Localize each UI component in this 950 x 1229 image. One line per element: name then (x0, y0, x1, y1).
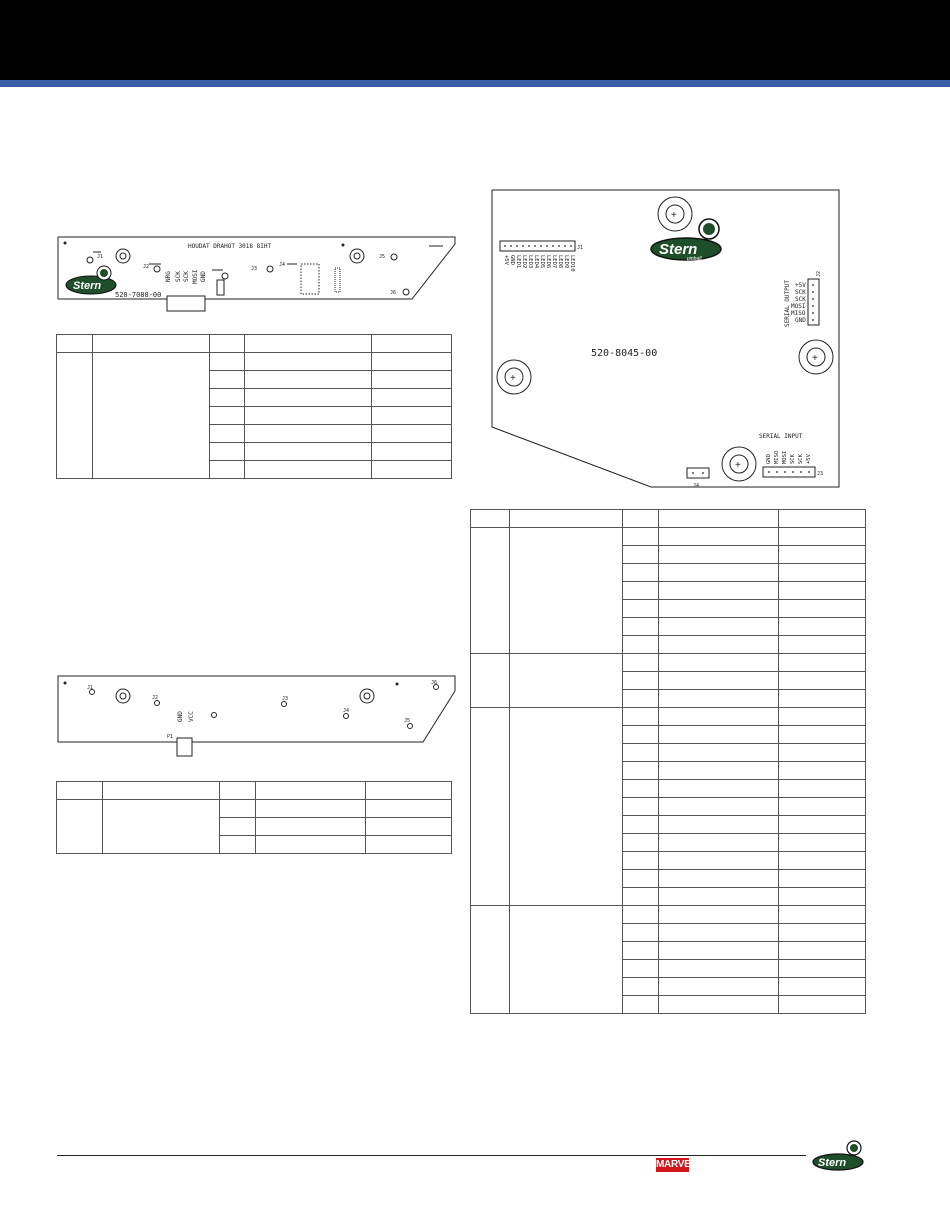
silk-label-j4: J4 (343, 708, 350, 714)
svg-text:+: + (671, 210, 677, 221)
header-stripe (0, 80, 950, 87)
input-pin-label: SCK (790, 454, 796, 464)
svg-text:+: + (812, 353, 818, 364)
silk-label-j1: J1 (87, 685, 94, 691)
table-row (471, 906, 866, 924)
lamp-pin-label: LED1 (515, 255, 521, 269)
silk-title: HOUDAT DRAHOT 3018 8IHT (188, 243, 272, 250)
input-pin-label: MOSI (782, 450, 788, 464)
connector-id-j3: J3 (817, 471, 824, 477)
footer-rule (57, 1155, 806, 1156)
silk-label-j4: J4 (279, 262, 286, 268)
stern-logo-footer (812, 1140, 868, 1179)
lamp-pin-label: LED9 (563, 255, 569, 269)
silk-label-nrg: NRG (165, 271, 172, 282)
silk-label-gnd: GND (177, 711, 184, 722)
table-row (57, 353, 452, 371)
pcb-drawing-right (491, 189, 842, 491)
silk-part-number: 520-7088-00 (115, 291, 162, 299)
lamp-pin-label: LED7 (551, 255, 557, 269)
silk-label-j6: J6 (390, 290, 397, 296)
silk-label-vcc: VCC (188, 711, 195, 722)
lamp-pin-label: GND (509, 255, 515, 265)
table-header-row (57, 782, 452, 800)
output-pin-label: MISO (791, 310, 806, 317)
input-pin-label: MISO (774, 450, 780, 464)
silk-label-j2: J2 (143, 264, 150, 270)
output-pin-label: +5V (795, 282, 806, 289)
lamp-pin-label: LED10 (569, 255, 575, 272)
silk-part-number: 520-8045-00 (591, 348, 658, 359)
pcb-drawing-top-left (57, 236, 457, 312)
silk-label-j5: J5 (379, 254, 386, 260)
table-row (471, 528, 866, 546)
lamp-pin-label: LED2 (521, 255, 527, 269)
lamp-pin-label: LED8 (557, 255, 563, 269)
svg-text:+: + (735, 460, 741, 471)
silk-label-p1: P1 (167, 734, 174, 740)
table-row (471, 708, 866, 726)
connector-id-j4: J4 (693, 483, 700, 489)
silk-label-gnd: GND (200, 271, 207, 282)
silk-label-j2: J2 (152, 695, 159, 701)
serial-output-label: SERIAL OUTPUT (784, 280, 791, 327)
table-header-row (471, 510, 866, 528)
table-row (471, 654, 866, 672)
lamp-pin-label: LED3 (527, 255, 533, 269)
lamp-pin-label: +5V (503, 255, 509, 265)
silk-label-sck-a: SCK (175, 271, 182, 282)
pcb-drawing-bottom-left (57, 675, 457, 760)
silk-label-j5: J5 (404, 718, 411, 724)
connector-table-3 (470, 509, 866, 1014)
output-pin-label: SCK (795, 289, 806, 296)
header-bar (0, 0, 950, 80)
silk-label-j6: J6 (431, 680, 438, 686)
logo-sub-text: pinball (687, 256, 702, 262)
input-pin-label: +5V (806, 454, 812, 464)
output-pin-label: MOSI (791, 303, 806, 310)
connector-id-j2: J2 (816, 270, 822, 277)
output-pin-label: SCK (795, 296, 806, 303)
output-pin-label: GND (795, 317, 806, 324)
silk-label-sck-b: SCK (183, 271, 190, 282)
input-pin-label: SCK (798, 454, 804, 464)
logo-brand-text: Stern (659, 241, 698, 258)
lamp-pin-label: LED6 (545, 255, 551, 269)
silk-label-j3: J3 (251, 266, 258, 272)
connector-table-1 (56, 334, 452, 479)
connector-table-2 (56, 781, 452, 854)
lamp-pin-label: LED4 (533, 255, 539, 269)
marvel-logo: MARVEL (656, 1159, 697, 1170)
table-header-row (57, 335, 452, 353)
silk-label-mosi: MOSI (192, 269, 199, 284)
silk-label-j3: J3 (282, 696, 289, 702)
logo-brand-text: Stern (818, 1157, 847, 1169)
svg-text:+: + (510, 373, 516, 384)
silk-label-j1: J1 (97, 254, 104, 260)
logo-brand-text: Stern (73, 280, 102, 292)
serial-input-label: SERIAL INPUT (759, 433, 803, 440)
lamp-pin-label: LED5 (539, 255, 545, 269)
input-pin-label: GND (766, 454, 772, 464)
connector-id-j1: J1 (577, 245, 584, 251)
table-row (57, 800, 452, 818)
